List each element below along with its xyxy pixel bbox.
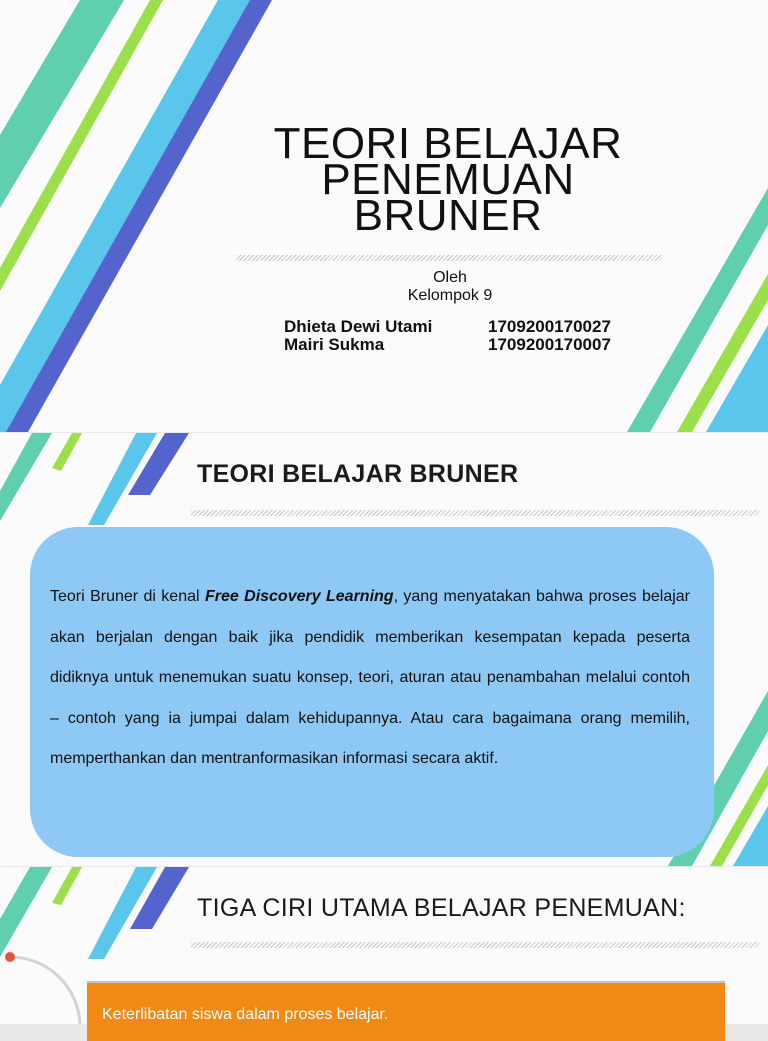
title-line-3: BRUNER <box>353 191 543 240</box>
lime-stripe-left <box>52 433 82 471</box>
paragraph-emphasis: Free Discovery Learning <box>204 588 394 605</box>
teal-stripe-left <box>0 867 52 957</box>
member-name: Mairi Sukma <box>284 335 385 354</box>
member-name: Dhieta Dewi Utami <box>284 317 433 336</box>
title-line-2: PENEMUAN <box>321 155 575 204</box>
trait-text: Keterlibatan siswa dalam proses belajar. <box>102 1006 389 1023</box>
circle-arc-icon <box>0 945 90 1024</box>
by-label: Oleh <box>433 269 467 286</box>
section-divider <box>191 510 759 516</box>
title-line-1: TEORI BELAJAR <box>273 119 623 168</box>
paragraph-body: , yang menyatakan bahwa proses belajar akan berjalan dengan baik jika pendidik memberikan kesempatan kepada peserta didiknya untuk menemukan suatu konsep, teori, aturan atau penambahan melalui contoh – contoh yang ia jumpai dalam kehidupannya. Atau cara bagaimana orang memilih, memperthankan dan mentranformasikan informasi secara aktif. <box>50 588 691 767</box>
slide-title <box>0 0 768 432</box>
group-name: Kelompok 9 <box>407 287 493 304</box>
member-list <box>284 318 611 354</box>
lime-stripe-left <box>52 867 82 905</box>
section-title: TIGA CIRI UTAMA BELAJAR PENEMUAN: <box>197 894 686 922</box>
member-row <box>284 336 611 354</box>
paragraph-intro: Teori Bruner di kenal <box>50 588 205 605</box>
member-row <box>284 318 611 336</box>
presentation-title <box>230 119 666 240</box>
member-id: 1709200170007 <box>488 335 611 354</box>
section-title: TEORI BELAJAR BRUNER <box>197 460 519 488</box>
teal-stripe-left <box>0 433 52 521</box>
title-divider <box>236 255 662 261</box>
definition-paragraph <box>50 577 690 780</box>
section-divider <box>191 942 759 948</box>
definition-box <box>30 527 714 857</box>
member-id: 1709200170027 <box>488 317 611 336</box>
trait-item <box>87 981 725 1041</box>
